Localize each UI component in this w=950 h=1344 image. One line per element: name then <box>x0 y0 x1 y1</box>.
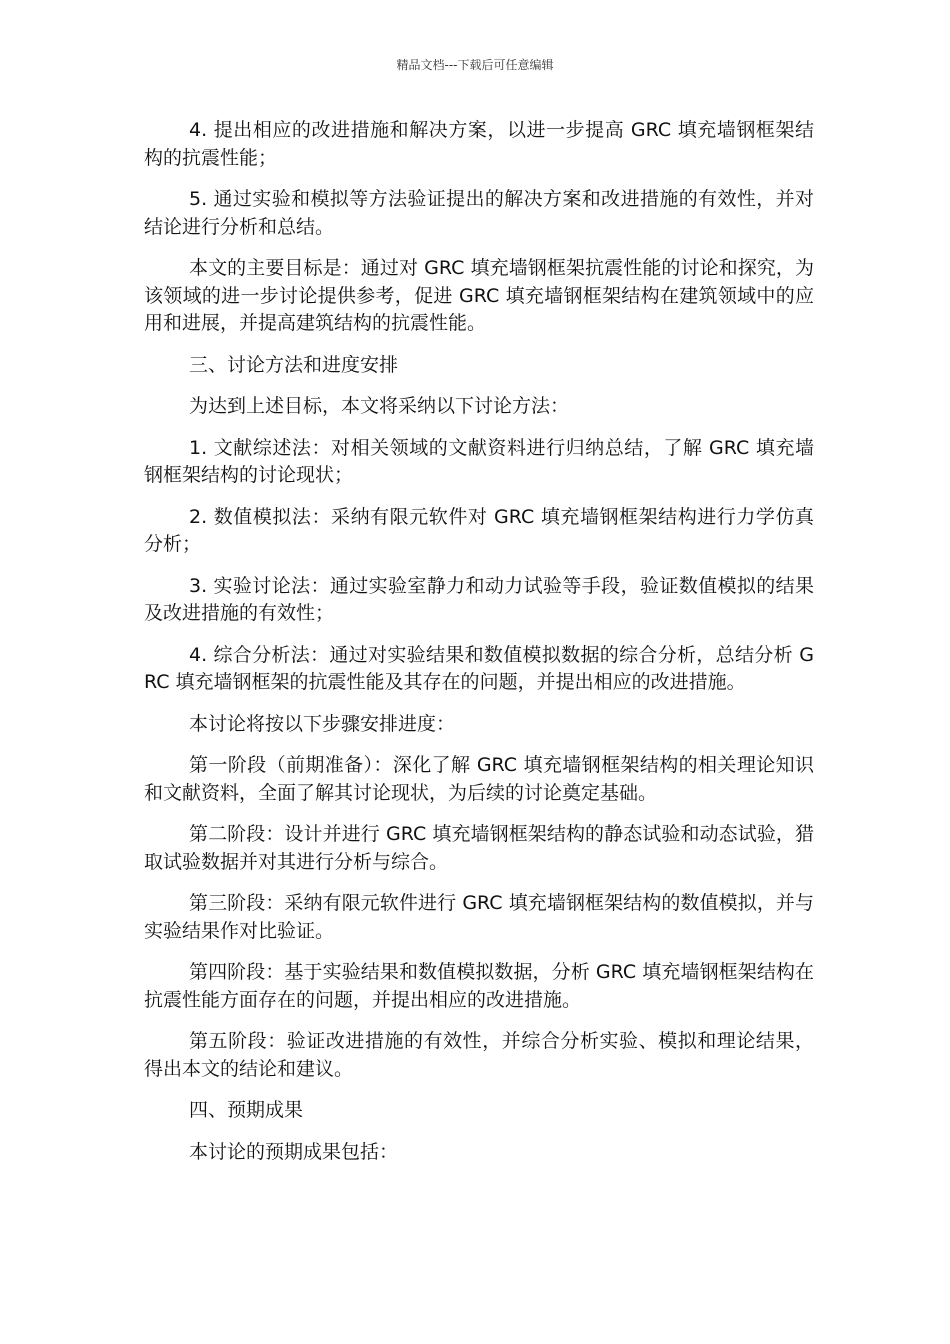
section-heading-methods: 三、讨论方法和进度安排 <box>189 353 399 376</box>
page-header: 精品文档---下载后可任意编辑 <box>396 58 554 72</box>
schedule-stage-5: 第五阶段：验证改进措施的有效性，并综合分析实验、模拟和理论结果，得出本文的结论和建议。 <box>144 1030 814 1080</box>
main-objective-paragraph: 本文的主要目标是：通过对 GRC 填充墙钢框架抗震性能的讨论和探究，为该领域的进一步讨论提供参考，促进 GRC 填充墙钢框架结构在建筑领域中的应用和进展，并提高建筑结构的抗震性能。 <box>144 257 814 334</box>
schedule-stage-4: 第四阶段：基于实验结果和数值模拟数据，分析 GRC 填充墙钢框架结构在抗震性能方面存在的问题，并提出相应的改进措施。 <box>144 961 814 1011</box>
section-heading-expected-results: 四、预期成果 <box>189 1099 304 1121</box>
list-item-verification: 5. 通过实验和模拟等方法验证提出的解决方案和改进措施的有效性，并对结论进行分析和总结。 <box>144 188 814 238</box>
schedule-stage-3: 第三阶段：采纳有限元软件进行 GRC 填充墙钢框架结构的数值模拟，并与实验结果作对比验证。 <box>144 892 814 942</box>
expected-results-intro: 本讨论的预期成果包括： <box>189 1140 399 1163</box>
methods-intro-paragraph: 为达到上述目标，本文将采纳以下讨论方法： <box>189 395 570 417</box>
schedule-intro-paragraph: 本讨论将按以下步骤安排进度： <box>189 712 456 735</box>
schedule-stage-2: 第二阶段：设计并进行 GRC 填充墙钢框架结构的静态试验和动态试验，猎取试验数据并对其进行分析与综合。 <box>144 823 814 873</box>
method-numerical-simulation: 2. 数值模拟法：采纳有限元软件对 GRC 填充墙钢框架结构进行力学仿真分析； <box>144 505 814 555</box>
method-experimental: 3. 实验讨论法：通过实验室静力和动力试验等手段，验证数值模拟的结果及改进措施的有效性； <box>144 574 814 624</box>
schedule-stage-1: 第一阶段（前期准备）：深化了解 GRC 填充墙钢框架结构的相关理论知识和文献资料，全面了解其讨论现状，为后续的讨论奠定基础。 <box>144 754 814 804</box>
method-literature-review: 1. 文献综述法：对相关领域的文献资料进行归纳总结，了解 GRC 填充墙钢框架结构的讨论现状； <box>144 436 814 486</box>
list-item-improvement-measures: 4. 提出相应的改进措施和解决方案，以进一步提高 GRC 填充墙钢框架结构的抗震性能； <box>144 119 814 169</box>
method-comprehensive-analysis: 4. 综合分析法：通过对实验结果和数值模拟数据的综合分析，总结分析 GRC 填充墙钢框架的抗震性能及其存在的问题，并提出相应的改进措施。 <box>144 643 814 693</box>
document-body <box>144 117 814 1180</box>
